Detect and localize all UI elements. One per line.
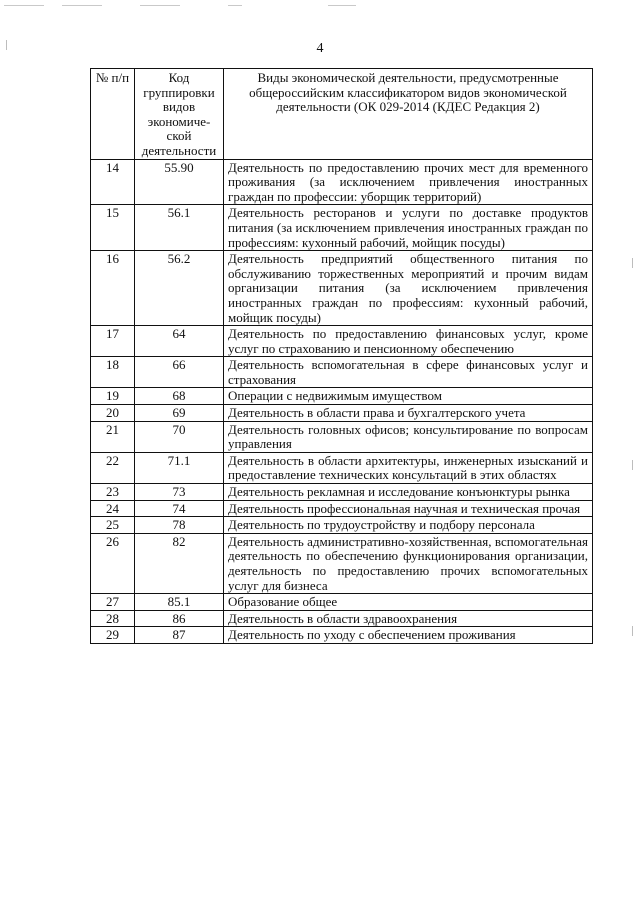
margin-tick [632,460,633,470]
row-number: 24 [91,500,135,517]
header-activity: Виды экономической деятельности, предусмотренные общероссийским классификатором видов экономической деятельности (ОК 029-2014 (КДЕС Редакция 2) [224,69,593,160]
activity-code: 74 [135,500,224,517]
row-number: 15 [91,205,135,251]
activity-description: Операции с недвижимым имуществом [224,388,593,405]
table-row [91,517,593,534]
activity-description: Деятельность по трудоустройству и подбору персонала [224,517,593,534]
activity-code: 71.1 [135,452,224,483]
activity-description: Образование общее [224,594,593,611]
table-row [91,388,593,405]
activity-description: Деятельность головных офисов; консультирование по вопросам управления [224,421,593,452]
table-row [91,627,593,644]
row-number: 27 [91,594,135,611]
activity-description: Деятельность в области права и бухгалтерского учета [224,405,593,422]
activity-code: 78 [135,517,224,534]
row-number: 14 [91,159,135,205]
activity-code: 66 [135,357,224,388]
table-row [91,421,593,452]
table-header-row [91,69,593,160]
activity-code: 56.2 [135,251,224,326]
row-number: 29 [91,627,135,644]
table-row [91,452,593,483]
row-number: 20 [91,405,135,422]
activity-code: 85.1 [135,594,224,611]
table-body [91,159,593,643]
row-number: 18 [91,357,135,388]
table-row [91,326,593,357]
activity-description: Деятельность административно-хозяйственная, вспомогательная деятельность по обеспечению функционирования организации, деятельность по предоставлению прочих вспомогательных услуг для бизнеса [224,533,593,593]
page-number: 4 [316,41,324,56]
margin-tick [632,258,633,268]
table-row [91,594,593,611]
margin-tick [632,626,633,636]
activity-description: Деятельность ресторанов и услуги по доставке продуктов питания (за исключением привлечения иностранных граждан по профессиям: кухонный рабочий, мойщик посуды) [224,205,593,251]
table-row [91,159,593,205]
row-number: 16 [91,251,135,326]
activity-code: 86 [135,610,224,627]
table-row [91,405,593,422]
activity-description: Деятельность рекламная и исследование конъюнктуры рынка [224,484,593,501]
header-code: Код группировки видов экономиче-ской деятельности [135,69,224,160]
table-row [91,205,593,251]
header-number: № п/п [91,69,135,160]
activity-description: Деятельность в области здравоохранения [224,610,593,627]
activity-code: 87 [135,627,224,644]
activity-code: 69 [135,405,224,422]
table-row [91,251,593,326]
activity-code: 70 [135,421,224,452]
activities-table [90,68,593,644]
row-number: 21 [91,421,135,452]
activity-code: 68 [135,388,224,405]
table-row [91,500,593,517]
row-number: 26 [91,533,135,593]
activity-code: 82 [135,533,224,593]
row-number: 25 [91,517,135,534]
activity-description: Деятельность в области архитектуры, инженерных изысканий и предоставление технических консультаций в этих областях [224,452,593,483]
row-number: 28 [91,610,135,627]
row-number: 17 [91,326,135,357]
activity-code: 73 [135,484,224,501]
table-row [91,357,593,388]
activity-description: Деятельность предприятий общественного питания по обслуживанию торжественных мероприятий и прочим видам организации питания (за исключением привлечения иностранных граждан по профессиям: кухонный рабочий, мойщик посуды) [224,251,593,326]
table-row [91,533,593,593]
activity-description: Деятельность по предоставлению прочих мест для временного проживания (за исключением привлечения иностранных граждан по профессии: уборщик территорий) [224,159,593,205]
activity-description: Деятельность по уходу с обеспечением проживания [224,627,593,644]
activity-description: Деятельность по предоставлению финансовых услуг, кроме услуг по страхованию и пенсионному обеспечению [224,326,593,357]
activity-description: Деятельность профессиональная научная и техническая прочая [224,500,593,517]
table-row [91,484,593,501]
row-number: 19 [91,388,135,405]
row-number: 22 [91,452,135,483]
activity-code: 55.90 [135,159,224,205]
row-number: 23 [91,484,135,501]
activity-code: 56.1 [135,205,224,251]
activity-code: 64 [135,326,224,357]
table-row [91,610,593,627]
activity-description: Деятельность вспомогательная в сфере финансовых услуг и страхования [224,357,593,388]
scan-artifacts [0,2,640,10]
